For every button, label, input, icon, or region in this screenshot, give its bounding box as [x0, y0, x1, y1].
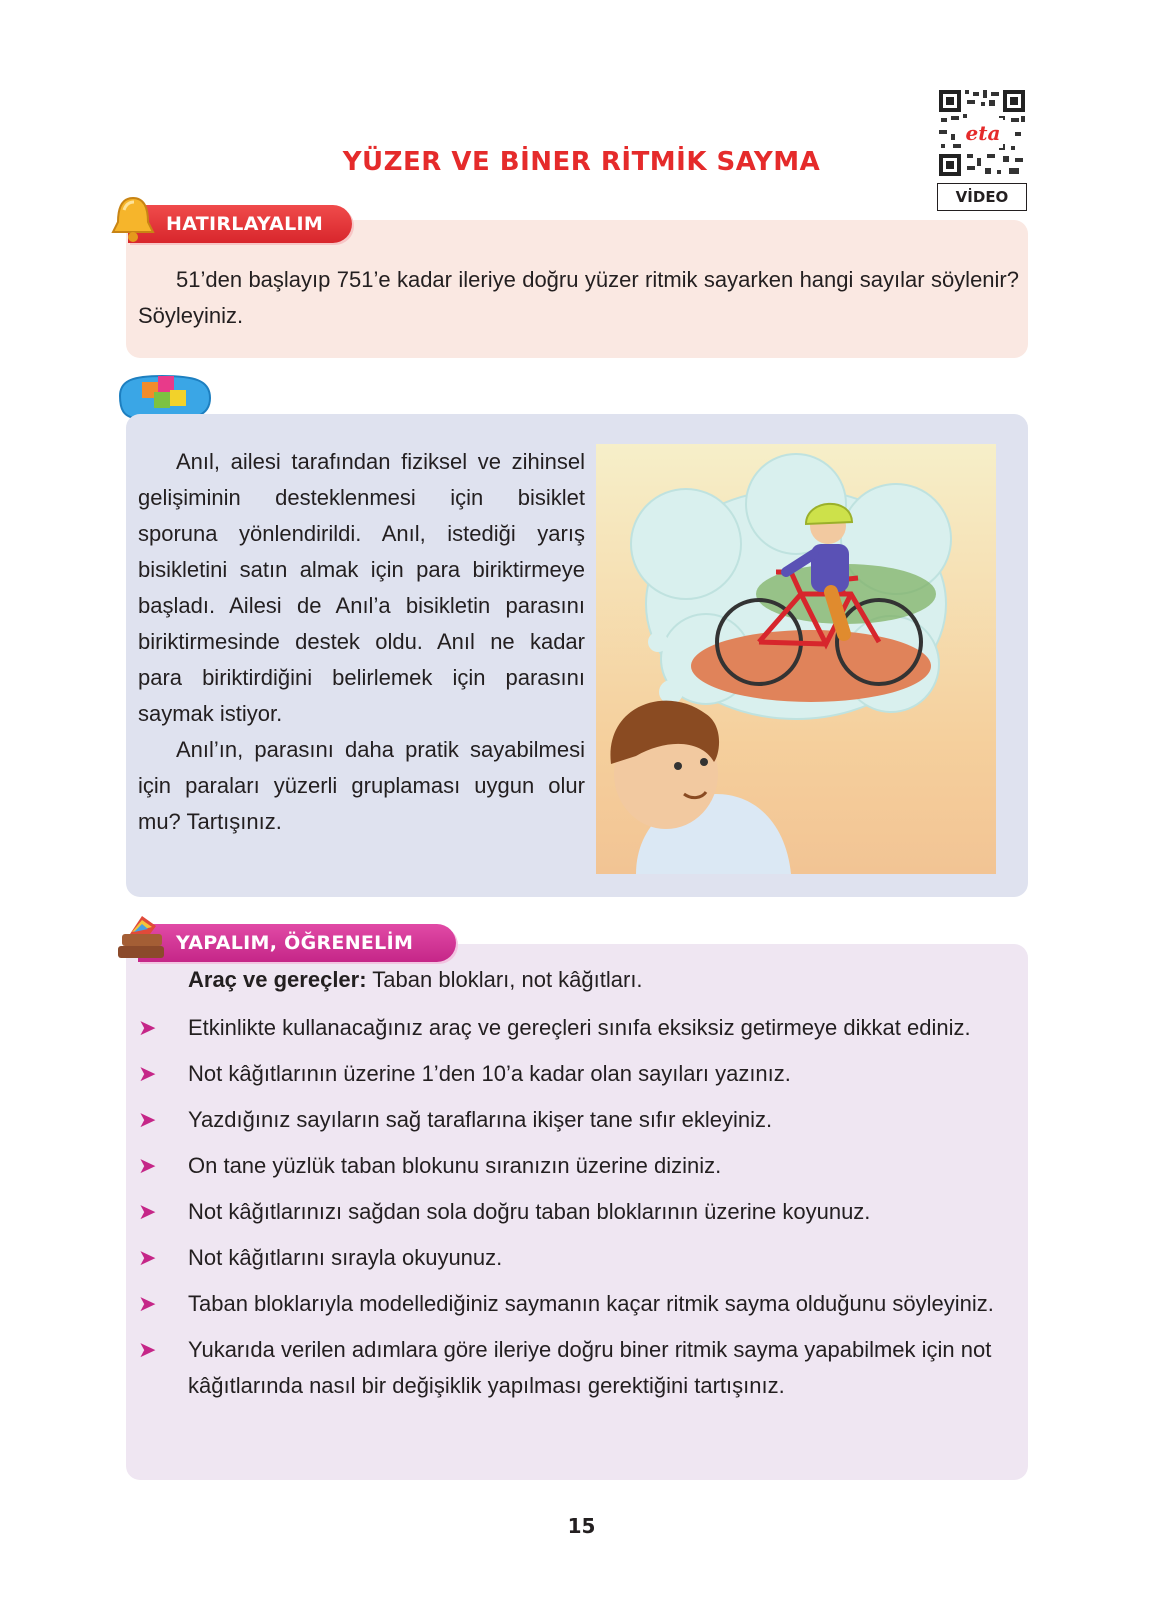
list-item — [138, 1240, 1018, 1276]
page-title: YÜZER VE BİNER RİTMİK SAYMA — [342, 147, 821, 177]
bell-icon — [108, 194, 158, 246]
materials-text: Taban blokları, not kâğıtları. — [366, 967, 643, 992]
arrow-bullet-icon: ➤ — [138, 1107, 157, 1132]
story-text — [138, 444, 585, 840]
list-item — [138, 1102, 1018, 1138]
step-text: Taban bloklarıyla modellediğiniz saymanın kaçar ritmik sayma olduğunu söyleyiniz. — [188, 1291, 994, 1316]
step-text: Not kâğıtlarını sırayla okuyunuz. — [188, 1245, 503, 1270]
qr-logo-text: eta — [965, 121, 1001, 145]
video-label[interactable]: VİDEO — [937, 183, 1027, 211]
story-paragraph: Anıl’ın, parasını daha pratik sayabilmesi için paraları yüzerli gruplaması uygun olur mu? Tartışınız. — [138, 737, 585, 834]
list-item — [138, 1056, 1018, 1092]
qr-code-icon[interactable] — [937, 88, 1027, 178]
arrow-bullet-icon: ➤ — [138, 1245, 157, 1270]
step-text: Yukarıda verilen adımlara göre ileriye doğru biner ritmik sayma yapabilmek için not kâğıtlarında nasıl bir değişiklik yapılması gerektiğini tartışınız. — [188, 1337, 992, 1398]
materials-label: Araç ve gereçler: — [188, 967, 367, 992]
activity-list — [138, 962, 1018, 1414]
qr-video-block[interactable] — [937, 88, 1027, 211]
activity-tag — [138, 924, 456, 962]
arrow-bullet-icon: ➤ — [138, 1061, 157, 1086]
arrow-bullet-icon: ➤ — [138, 1199, 157, 1224]
list-item — [138, 1010, 1018, 1046]
list-item — [138, 1286, 1018, 1322]
books-icon — [112, 912, 170, 966]
activity-box — [126, 944, 1028, 1480]
step-text: Yazdığınız sayıların sağ taraflarına ikişer tane sıfır ekleyiniz. — [188, 1107, 773, 1132]
step-text: On tane yüzlük taban blokunu sıranızın üzerine diziniz. — [188, 1153, 722, 1178]
remember-tag-label: HATIRLAYALIM — [166, 213, 324, 235]
step-text: Etkinlikte kullanacağınız araç ve gereçleri sınıfa eksiksiz getirmeye dikkat ediniz. — [188, 1015, 971, 1040]
materials-line — [138, 962, 1018, 998]
step-text: Not kâğıtlarınızı sağdan sola doğru taban bloklarının üzerine koyunuz. — [188, 1199, 871, 1224]
remember-tag — [128, 205, 352, 243]
arrow-bullet-icon: ➤ — [138, 1337, 157, 1362]
step-text: Not kâğıtlarının üzerine 1’den 10’a kadar olan sayıları yazınız. — [188, 1061, 791, 1086]
arrow-bullet-icon: ➤ — [138, 1291, 157, 1316]
list-item — [138, 1194, 1018, 1230]
page-number: 15 — [567, 1514, 596, 1538]
boy-dreaming-bicycle-illustration — [596, 444, 996, 874]
arrow-bullet-icon: ➤ — [138, 1015, 157, 1040]
story-paragraph: Anıl, ailesi tarafından fiziksel ve zihinsel gelişiminin desteklenmesi için bisiklet sporuna yönlendirildi. Anıl, istediği yarış bisikletini satın almak için para biriktirmeye başladı. Ailesi de Anıl’a bisikletin parasını biriktirmesinde destek oldu. Anıl ne kadar para biriktirdiğini belirlemek için parasını saymak istiyor. — [138, 449, 585, 726]
list-item — [138, 1332, 1018, 1404]
list-item — [138, 1148, 1018, 1184]
story-box — [126, 414, 1028, 897]
activity-tag-label: YAPALIM, ÖĞRENELİM — [176, 932, 414, 954]
story-illustration — [596, 444, 996, 874]
arrow-bullet-icon: ➤ — [138, 1153, 157, 1178]
remember-text: 51’den başlayıp 751’e kadar ileriye doğru yüzer ritmik sayarken hangi sayılar söylenir? Söyleyiniz. — [138, 267, 1019, 328]
